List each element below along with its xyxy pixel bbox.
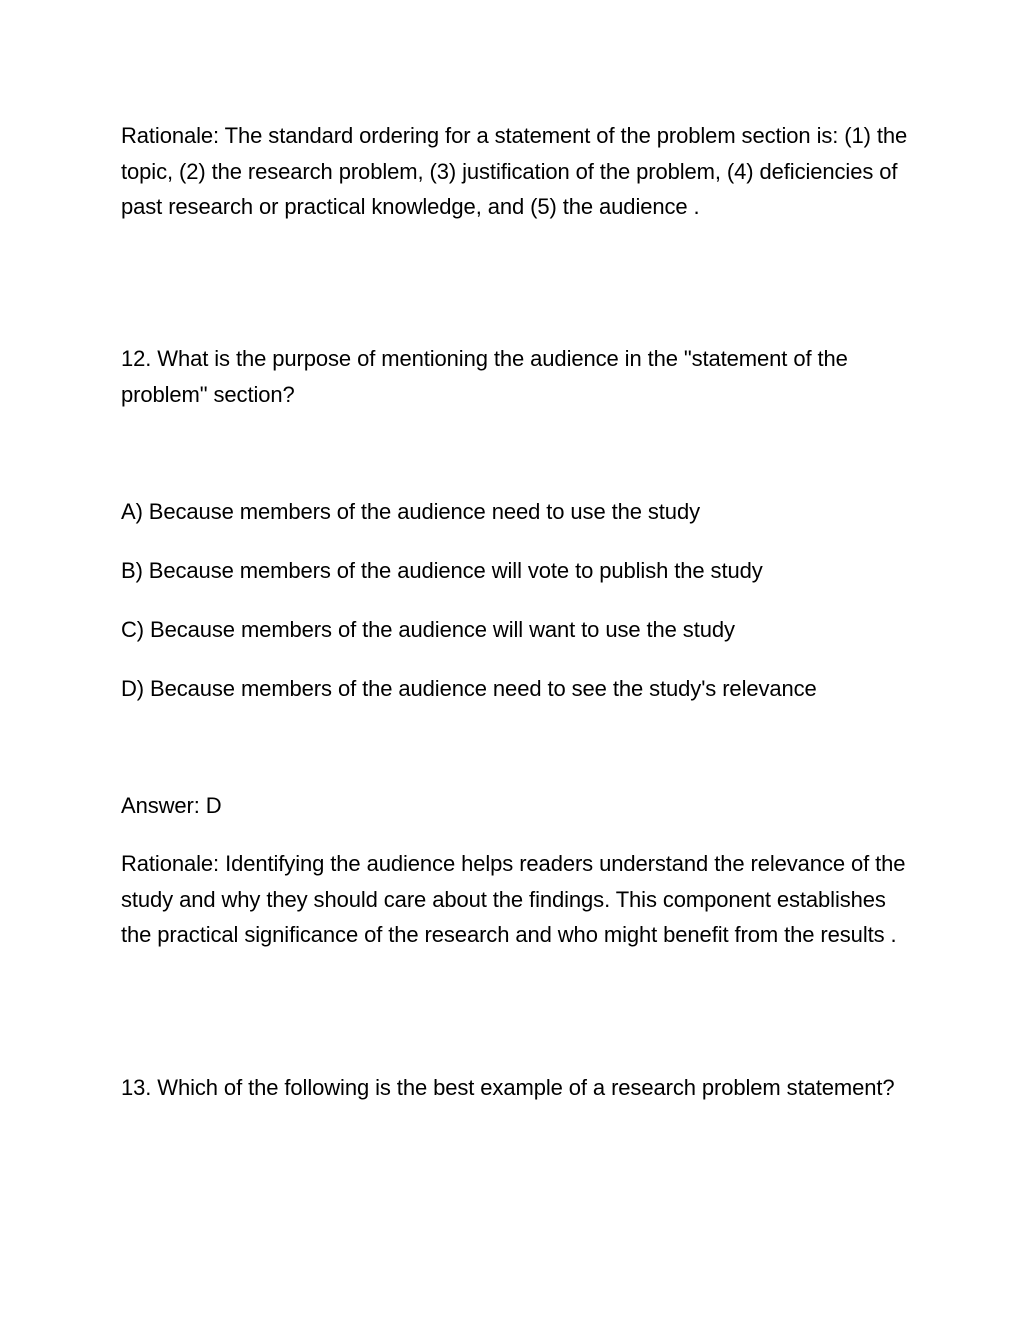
q12-option-c: C) Because members of the audience will want to use the study xyxy=(121,617,735,642)
q12-option-a: A) Because members of the audience need to use the study xyxy=(121,499,700,524)
q12-question: 12. What is the purpose of mentioning the audience in the "statement of the problem" section? xyxy=(121,346,848,407)
q12-option-d: D) Because members of the audience need to see the study's relevance xyxy=(121,676,817,701)
q12-option-b: B) Because members of the audience will vote to publish the study xyxy=(121,558,763,583)
q12-rationale: Rationale: Identifying the audience helps readers understand the relevance of the study and why they should care about the findings. This component establishes the practical significance of the research and who might benefit from the results . xyxy=(121,851,906,947)
q12-answer: Answer: D xyxy=(121,793,222,818)
q11-rationale: Rationale: The standard ordering for a statement of the problem section is: (1) the topic, (2) the research problem, (3) justification of the problem, (4) deficiencies of past research or practical knowledge, and (5) the audience . xyxy=(121,123,908,219)
q13-question: 13. Which of the following is the best example of a research problem statement? xyxy=(121,1075,895,1100)
